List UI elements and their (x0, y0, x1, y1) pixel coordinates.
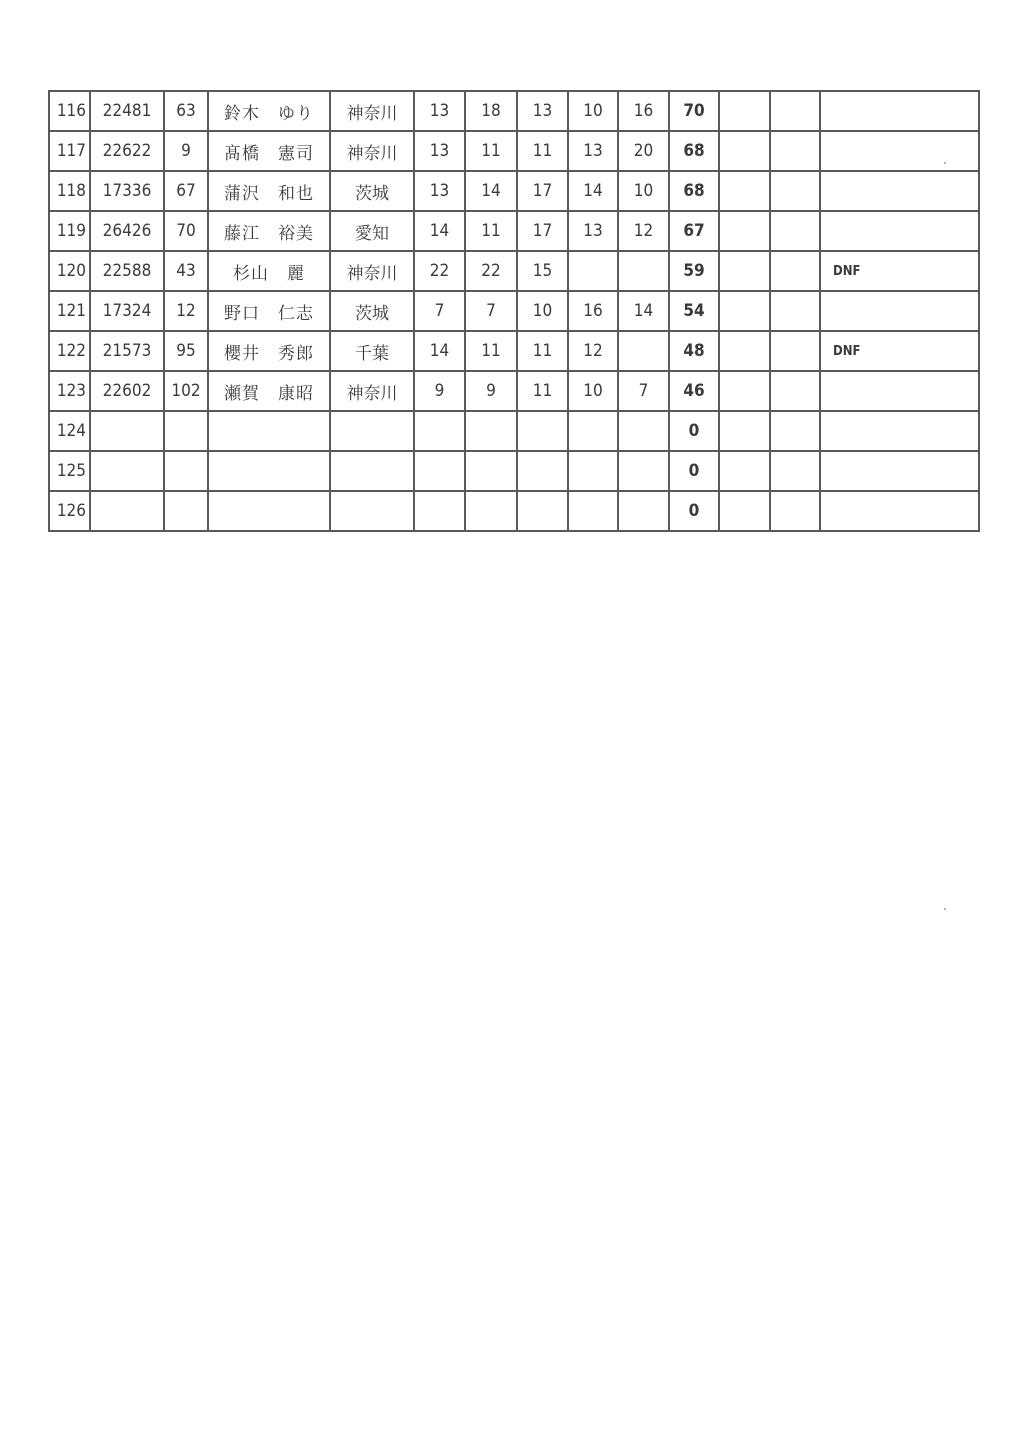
sail-number-cell: 17324 (90, 291, 164, 331)
name-cell: 瀬賀 康昭 (208, 371, 330, 411)
race-4-score-cell: 13 (568, 131, 618, 171)
sail-number-cell: 26426 (90, 211, 164, 251)
total-score-cell: 0 (669, 491, 719, 531)
race-3-score-cell: 17 (517, 211, 568, 251)
total-score-cell: 46 (669, 371, 719, 411)
race-2-score-cell (465, 451, 517, 491)
extra-cell-1 (719, 331, 770, 371)
race-4-score-cell: 14 (568, 171, 618, 211)
note-cell (820, 171, 979, 211)
place-cell: 126 (49, 491, 90, 531)
extra-cell-1 (719, 291, 770, 331)
bib-cell: 12 (164, 291, 208, 331)
scan-speck (944, 162, 946, 164)
total-score-cell: 68 (669, 131, 719, 171)
extra-cell-1 (719, 411, 770, 451)
sail-number-cell (90, 451, 164, 491)
place-cell: 118 (49, 171, 90, 211)
race-2-score-cell: 22 (465, 251, 517, 291)
table-row (49, 251, 979, 291)
results-table (48, 90, 980, 532)
race-5-score-cell (618, 331, 669, 371)
race-3-score-cell: 11 (517, 131, 568, 171)
note-cell (820, 91, 979, 131)
scan-speck (944, 908, 946, 910)
extra-cell-2 (770, 411, 820, 451)
table-row (49, 211, 979, 251)
bib-cell: 95 (164, 331, 208, 371)
race-3-score-cell: 15 (517, 251, 568, 291)
race-1-score-cell (414, 411, 465, 451)
race-5-score-cell: 20 (618, 131, 669, 171)
race-5-score-cell: 16 (618, 91, 669, 131)
prefecture-cell: 神奈川 (330, 91, 414, 131)
note-cell (820, 451, 979, 491)
bib-cell: 63 (164, 91, 208, 131)
race-1-score-cell: 13 (414, 131, 465, 171)
race-5-score-cell (618, 411, 669, 451)
race-4-score-cell: 13 (568, 211, 618, 251)
sail-number-cell: 22588 (90, 251, 164, 291)
race-1-score-cell (414, 451, 465, 491)
place-cell: 120 (49, 251, 90, 291)
name-cell (208, 491, 330, 531)
race-3-score-cell (517, 451, 568, 491)
sail-number-cell: 21573 (90, 331, 164, 371)
extra-cell-2 (770, 251, 820, 291)
total-score-cell: 54 (669, 291, 719, 331)
extra-cell-2 (770, 211, 820, 251)
extra-cell-1 (719, 451, 770, 491)
race-5-score-cell (618, 251, 669, 291)
note-cell (820, 291, 979, 331)
race-3-score-cell: 11 (517, 331, 568, 371)
bib-cell: 102 (164, 371, 208, 411)
extra-cell-1 (719, 131, 770, 171)
extra-cell-2 (770, 451, 820, 491)
race-4-score-cell (568, 491, 618, 531)
race-5-score-cell (618, 491, 669, 531)
bib-cell: 70 (164, 211, 208, 251)
name-cell (208, 411, 330, 451)
race-2-score-cell: 14 (465, 171, 517, 211)
place-cell: 125 (49, 451, 90, 491)
prefecture-cell: 茨城 (330, 291, 414, 331)
total-score-cell: 59 (669, 251, 719, 291)
name-cell: 髙橋 憲司 (208, 131, 330, 171)
bib-cell: 67 (164, 171, 208, 211)
race-1-score-cell: 22 (414, 251, 465, 291)
results-body (49, 91, 979, 531)
race-4-score-cell (568, 411, 618, 451)
place-cell: 123 (49, 371, 90, 411)
race-2-score-cell (465, 491, 517, 531)
extra-cell-2 (770, 291, 820, 331)
place-cell: 117 (49, 131, 90, 171)
race-3-score-cell (517, 411, 568, 451)
sail-number-cell: 22602 (90, 371, 164, 411)
note-cell (820, 491, 979, 531)
race-5-score-cell: 12 (618, 211, 669, 251)
bib-cell (164, 451, 208, 491)
sail-number-cell: 22481 (90, 91, 164, 131)
race-1-score-cell: 13 (414, 91, 465, 131)
table-row (49, 291, 979, 331)
sail-number-cell: 22622 (90, 131, 164, 171)
extra-cell-1 (719, 171, 770, 211)
table-row (49, 491, 979, 531)
race-2-score-cell: 18 (465, 91, 517, 131)
race-1-score-cell: 13 (414, 171, 465, 211)
race-2-score-cell: 11 (465, 211, 517, 251)
extra-cell-1 (719, 371, 770, 411)
prefecture-cell: 神奈川 (330, 371, 414, 411)
extra-cell-1 (719, 91, 770, 131)
note-cell (820, 411, 979, 451)
race-3-score-cell: 10 (517, 291, 568, 331)
prefecture-cell: 神奈川 (330, 251, 414, 291)
sail-number-cell: 17336 (90, 171, 164, 211)
race-4-score-cell (568, 251, 618, 291)
note-cell (820, 211, 979, 251)
prefecture-cell (330, 451, 414, 491)
race-2-score-cell (465, 411, 517, 451)
race-4-score-cell: 12 (568, 331, 618, 371)
total-score-cell: 68 (669, 171, 719, 211)
prefecture-cell: 茨城 (330, 171, 414, 211)
extra-cell-2 (770, 91, 820, 131)
race-2-score-cell: 9 (465, 371, 517, 411)
place-cell: 122 (49, 331, 90, 371)
race-4-score-cell (568, 451, 618, 491)
race-5-score-cell: 10 (618, 171, 669, 211)
name-cell (208, 451, 330, 491)
prefecture-cell (330, 411, 414, 451)
race-3-score-cell (517, 491, 568, 531)
race-1-score-cell (414, 491, 465, 531)
prefecture-cell: 愛知 (330, 211, 414, 251)
name-cell: 櫻井 秀郎 (208, 331, 330, 371)
sail-number-cell (90, 411, 164, 451)
race-3-score-cell: 11 (517, 371, 568, 411)
table-row (49, 411, 979, 451)
race-4-score-cell: 10 (568, 91, 618, 131)
prefecture-cell: 千葉 (330, 331, 414, 371)
prefecture-cell (330, 491, 414, 531)
race-2-score-cell: 11 (465, 331, 517, 371)
place-cell: 124 (49, 411, 90, 451)
name-cell: 野口 仁志 (208, 291, 330, 331)
total-score-cell: 67 (669, 211, 719, 251)
total-score-cell: 0 (669, 411, 719, 451)
table-row (49, 331, 979, 371)
place-cell: 121 (49, 291, 90, 331)
note-cell: DNF (820, 251, 979, 291)
extra-cell-2 (770, 331, 820, 371)
name-cell: 鈴木 ゆり (208, 91, 330, 131)
race-5-score-cell (618, 451, 669, 491)
name-cell: 藤江 裕美 (208, 211, 330, 251)
race-1-score-cell: 14 (414, 211, 465, 251)
note-cell: DNF (820, 331, 979, 371)
race-2-score-cell: 7 (465, 291, 517, 331)
note-cell (820, 371, 979, 411)
extra-cell-1 (719, 491, 770, 531)
race-4-score-cell: 10 (568, 371, 618, 411)
extra-cell-1 (719, 251, 770, 291)
table-row (49, 171, 979, 211)
race-3-score-cell: 17 (517, 171, 568, 211)
extra-cell-2 (770, 171, 820, 211)
extra-cell-2 (770, 371, 820, 411)
table-row (49, 371, 979, 411)
sail-number-cell (90, 491, 164, 531)
table-row (49, 131, 979, 171)
bib-cell: 43 (164, 251, 208, 291)
total-score-cell: 48 (669, 331, 719, 371)
table-row (49, 91, 979, 131)
total-score-cell: 0 (669, 451, 719, 491)
place-cell: 119 (49, 211, 90, 251)
extra-cell-2 (770, 131, 820, 171)
extra-cell-2 (770, 491, 820, 531)
race-5-score-cell: 14 (618, 291, 669, 331)
race-2-score-cell: 11 (465, 131, 517, 171)
note-cell (820, 131, 979, 171)
bib-cell: 9 (164, 131, 208, 171)
bib-cell (164, 491, 208, 531)
race-5-score-cell: 7 (618, 371, 669, 411)
name-cell: 杉山 麗 (208, 251, 330, 291)
race-3-score-cell: 13 (517, 91, 568, 131)
total-score-cell: 70 (669, 91, 719, 131)
table-row (49, 451, 979, 491)
race-1-score-cell: 9 (414, 371, 465, 411)
extra-cell-1 (719, 211, 770, 251)
race-4-score-cell: 16 (568, 291, 618, 331)
race-1-score-cell: 7 (414, 291, 465, 331)
prefecture-cell: 神奈川 (330, 131, 414, 171)
race-1-score-cell: 14 (414, 331, 465, 371)
bib-cell (164, 411, 208, 451)
place-cell: 116 (49, 91, 90, 131)
name-cell: 蒲沢 和也 (208, 171, 330, 211)
